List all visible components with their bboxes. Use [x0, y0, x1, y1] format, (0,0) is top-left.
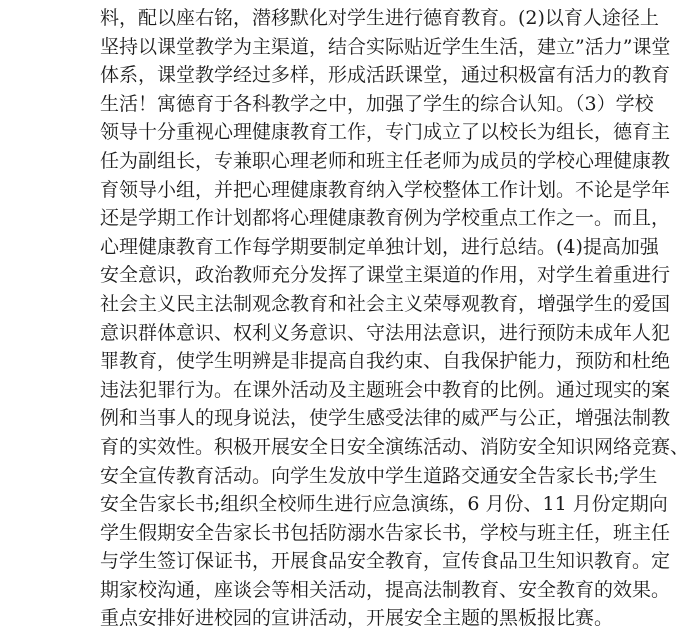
text-line: 违法犯罪行为。在课外活动及主题班会中教育的比例。通过现实的案: [100, 378, 671, 401]
text-line: 意识群体意识、权利义务意识、守法用法意识，进行预防未成年人犯: [100, 321, 671, 344]
text-line: 育领导小组，并把心理健康教育纳入学校整体工作计划。不论是学年: [100, 178, 671, 201]
text-line: 任为副组长，专兼职心理老师和班主任老师为成员的学校心理健康教: [100, 149, 671, 172]
text-line-last: 重点安排好进校园的宣讲活动，开展安全主题的黑板报比赛。: [100, 607, 614, 630]
text-line: 育的实效性。积极开展安全日安全演练活动、消防安全知识网络竞赛、: [100, 435, 690, 458]
text-line: 体系，课堂教学经过多样，形成活跃课堂，通过积极富有活力的教育: [100, 64, 671, 87]
text-line: 安全告家长书;组织全校师生进行应急演练，6 月份、11 月份定期向: [100, 493, 668, 516]
text-line: 料，配以座右铭，潜移默化对学生进行德育教育。(2)以育人途径上: [100, 7, 659, 29]
body-paragraph: [100, 4, 690, 633]
text-line: 安全意识，政治教师充分发挥了课堂主渠道的作用，对学生着重进行: [100, 264, 671, 287]
text-line: 坚持以课堂教学为主渠道，结合实际贴近学生生活，建立”活力”课堂: [100, 35, 671, 58]
text-line: 领导十分重视心理健康教育工作，专门成立了以校长为组长，德育主: [100, 121, 671, 144]
text-line: 罪教育，使学生明辨是非提高自我约束、自我保护能力，预防和杜绝: [100, 350, 671, 373]
text-line: 社会主义民主法制观念教育和社会主义荣辱观教育，增强学生的爱国: [100, 292, 671, 315]
text-line: 学生假期安全告家长书包括防溺水告家长书，学校与班主任，班主任: [100, 521, 671, 544]
text-line: 心理健康教育工作每学期要制定单独计划，进行总结。(4)提高加强: [100, 235, 659, 258]
text-line: 安全宣传教育活动。向学生发放中学生道路交通安全告家长书;学生: [100, 464, 658, 487]
text-line: 期家校沟通，座谈会等相关活动，提高法制教育、安全教育的效果。: [100, 578, 671, 601]
text-line: 与学生签订保证书，开展食品安全教育，宣传食品卫生知识教育。定: [100, 550, 671, 573]
text-line: 还是学期工作计划都将心理健康教育例为学校重点工作之一。而且，: [100, 207, 671, 230]
text-line: 生活！寓德育于各科教学之中，加强了学生的综合认知。（3）学校: [100, 92, 654, 115]
text-line: 例和当事人的现身说法，使学生感受法律的威严与公正，增强法制教: [100, 407, 671, 430]
